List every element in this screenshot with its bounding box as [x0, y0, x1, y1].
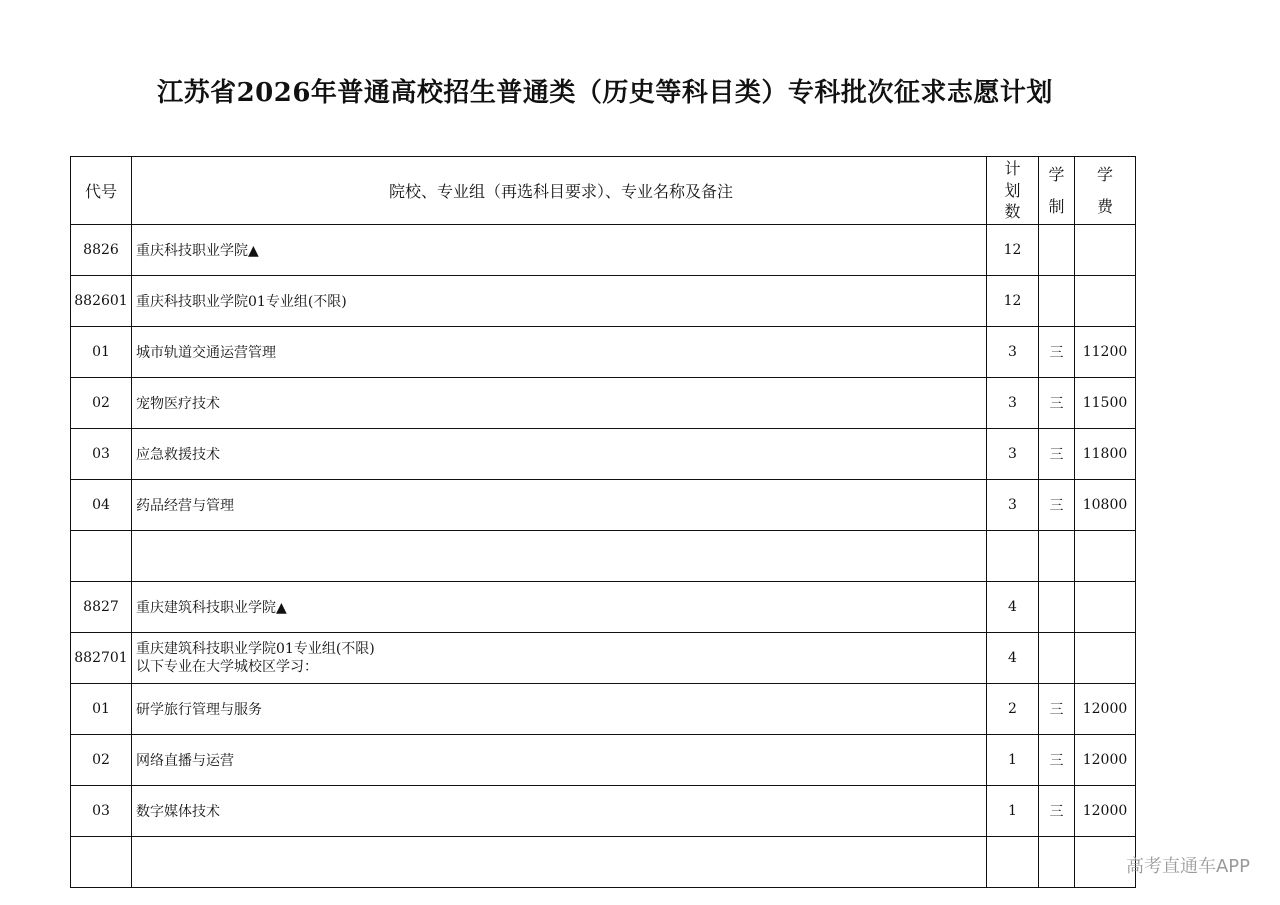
header-name: 院校、专业组（再选科目要求）、专业名称及备注 [132, 157, 987, 225]
table-row [71, 582, 1136, 633]
cell-fee: 11200 [1075, 327, 1136, 378]
enrollment-plan-table [70, 156, 1136, 888]
header-fee [1075, 157, 1136, 225]
cell-plan: 1 [987, 786, 1039, 837]
cell-name: 重庆科技职业学院▲ [132, 225, 987, 276]
cell-length: 三 [1039, 378, 1075, 429]
cell-name: 应急救援技术 [132, 429, 987, 480]
header-plan [987, 157, 1039, 225]
cell-code: 8826 [71, 225, 132, 276]
cell-plan: 3 [987, 378, 1039, 429]
cell-fee: 12000 [1075, 684, 1136, 735]
cell-name [132, 531, 987, 582]
cell-plan: 3 [987, 429, 1039, 480]
cell-plan: 3 [987, 327, 1039, 378]
header-code: 代号 [71, 157, 132, 225]
cell-fee [1075, 225, 1136, 276]
cell-code: 04 [71, 480, 132, 531]
cell-length [1039, 837, 1075, 888]
cell-plan: 12 [987, 276, 1039, 327]
cell-length: 三 [1039, 429, 1075, 480]
cell-name: 重庆建筑科技职业学院▲ [132, 582, 987, 633]
cell-code: 882601 [71, 276, 132, 327]
cell-code: 01 [71, 327, 132, 378]
cell-code: 03 [71, 786, 132, 837]
table-row [71, 684, 1136, 735]
cell-code: 8827 [71, 582, 132, 633]
table-row [71, 786, 1136, 837]
cell-plan: 1 [987, 735, 1039, 786]
cell-code: 02 [71, 378, 132, 429]
cell-length: 三 [1039, 480, 1075, 531]
header-length [1039, 157, 1075, 225]
cell-code [71, 837, 132, 888]
cell-plan: 3 [987, 480, 1039, 531]
cell-code [71, 531, 132, 582]
cell-length [1039, 276, 1075, 327]
cell-plan: 4 [987, 633, 1039, 684]
cell-plan [987, 531, 1039, 582]
cell-code: 02 [71, 735, 132, 786]
cell-length: 三 [1039, 735, 1075, 786]
cell-plan: 2 [987, 684, 1039, 735]
header-length-char: 学 [1048, 164, 1065, 184]
table-row [71, 480, 1136, 531]
cell-plan [987, 837, 1039, 888]
cell-plan: 12 [987, 225, 1039, 276]
header-length-char: 制 [1048, 196, 1065, 216]
table-row [71, 735, 1136, 786]
header-fee-char: 费 [1096, 196, 1113, 216]
header-fee-char: 学 [1096, 164, 1113, 184]
cell-length: 三 [1039, 684, 1075, 735]
table-row [71, 633, 1136, 684]
cell-name [132, 837, 987, 888]
table-row [71, 276, 1136, 327]
page-title: 江苏省2026年普通高校招生普通类（历史等科目类）专科批次征求志愿计划 [157, 78, 1053, 108]
cell-length [1039, 225, 1075, 276]
table-row [71, 327, 1136, 378]
cell-name-line: 重庆建筑科技职业学院01专业组(不限) [136, 641, 375, 657]
cell-fee [1075, 582, 1136, 633]
cell-fee [1075, 531, 1136, 582]
table-row-empty [71, 837, 1136, 888]
cell-fee: 11800 [1075, 429, 1136, 480]
app-watermark: 高考直通车APP [1125, 856, 1250, 877]
table-header-row [71, 157, 1136, 225]
cell-name: 重庆科技职业学院01专业组(不限) [132, 276, 987, 327]
cell-length: 三 [1039, 786, 1075, 837]
cell-fee: 12000 [1075, 735, 1136, 786]
table-row [71, 378, 1136, 429]
cell-name: 网络直播与运营 [132, 735, 987, 786]
cell-fee: 11500 [1075, 378, 1136, 429]
cell-fee: 10800 [1075, 480, 1136, 531]
cell-code: 03 [71, 429, 132, 480]
header-plan-char: 数 [1004, 202, 1021, 222]
cell-name: 宠物医疗技术 [132, 378, 987, 429]
cell-fee [1075, 633, 1136, 684]
cell-fee: 12000 [1075, 786, 1136, 837]
cell-code: 01 [71, 684, 132, 735]
cell-length [1039, 531, 1075, 582]
cell-name: 药品经营与管理 [132, 480, 987, 531]
cell-name: 研学旅行管理与服务 [132, 684, 987, 735]
cell-name [132, 633, 987, 684]
cell-length [1039, 633, 1075, 684]
header-plan-char: 划 [1004, 180, 1021, 200]
table-row [71, 429, 1136, 480]
cell-length: 三 [1039, 327, 1075, 378]
cell-fee [1075, 276, 1136, 327]
table-row-empty [71, 531, 1136, 582]
cell-name-note: 以下专业在大学城校区学习： [136, 659, 318, 675]
table-row [71, 225, 1136, 276]
cell-length [1039, 582, 1075, 633]
cell-name: 城市轨道交通运营管理 [132, 327, 987, 378]
header-plan-char: 计 [1004, 159, 1021, 179]
cell-code: 882701 [71, 633, 132, 684]
cell-name: 数字媒体技术 [132, 786, 987, 837]
cell-plan: 4 [987, 582, 1039, 633]
